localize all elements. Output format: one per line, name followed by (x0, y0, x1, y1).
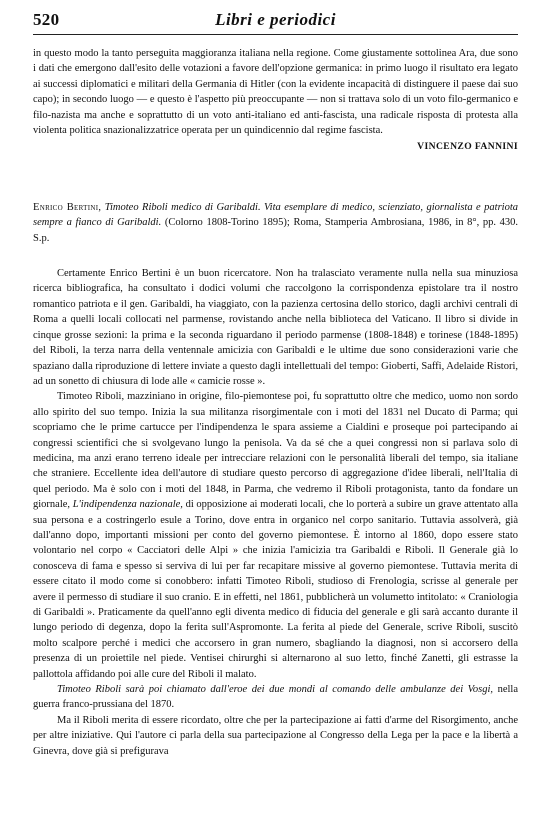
review-italic-text: Timoteo Riboli sarà poi chiamato dall'eroe dei due mondi al comando delle ambulanze dei Vosgi, (57, 684, 494, 696)
review-text: Timoteo Riboli, mazziniano in origine, filo-piemontese poi, fu soprattutto oltre che medico, uomo non sordo allo spirito del suo tempo. Inizia la sua militanza risorgimentale con i moti del 1831 nel Ducato di Parma; qui scopriamo che le prime cartucce per l'indipendenza le spara assieme a Cialdini e proseque poi partecipando ai congressi scientifici che si svolgevano lungo la penisola. Va da sé che a quei congressi non si parlava solo di medicina, ma anzi erano terreno ideale per intrecciare relazioni con le personalità liberali del tempo, sia italiane che straniere. Eccellente idea dell'autore di studiare questo percorso di aggregazione d'idee liberali, nell'Italia di quel periodo. Ma è solo con i moti del 1848, in Parma, che vedremo il Riboli protagonista, tanto da fondare un giornale, (33, 391, 518, 511)
running-title: Libri e periodici (215, 10, 336, 29)
newspaper-title: L'indipendenza nazionale, (72, 499, 183, 511)
page-content (33, 46, 518, 759)
previous-review-paragraph: in questo modo la tanto perseguita maggioranza italiana nella regione. Come giustamente sottolinea Ara, due sono i dati che emergono dall'esito delle votazioni a favore dell'opzione germanica: in primo luogo il risultato era legato ai successi diplomatici e militari della Germania di Hitler (con la evidente incapacità di distinguere il paese dai suo capo); in secondo luogo — e questo è l'aspetto più preoccupante — non si trattava solo di un voto filo-germanico e filo-nazista ma anche e soprattutto di un voto anti-italiano ed anti-fascista, una radicale risposta di protesta alla violenta politica snazionalizzatrice operata per un quindicennio dal regime fascista. (33, 48, 518, 137)
page-number: 520 (33, 10, 60, 29)
review-paragraph: Ma il Riboli merita di essere ricordato, oltre che per la partecipazione ai fatti d'arme del Risorgimento, anche per altre iniziative. Qui l'autore ci parla della sua partecipazione al Congresso della Lega per la pace e la libertà a Ginevra, dove già si prefigurava (33, 714, 518, 757)
book-title: Timoteo Riboli medico di Garibaldi. Vita esemplare di medico, scienziato, giornalista e patriota sempre a fianco di Garibaldi. (33, 201, 519, 229)
page-header (33, 10, 518, 35)
publication-details: (Colorno 1808-Torino 1895); Roma, Stamperia Ambrosiana, 1986, in 8°, pp. 430. S.p. (33, 217, 519, 244)
reviewer-signature: VINCENZO FANNINI (417, 141, 518, 153)
review-text: nella guerra franco-prussiana del 1870. (33, 684, 519, 711)
review-paragraph: Certamente Enrico Bertini è un buon ricercatore. Non ha tralasciato veramente nulla nella sua minuziosa ricerca bibliografica, ha consultato i dodici volumi che raccolgono la corrispondenza epistolare tra il nostro romantico patriota e il gen. Garibaldi, ha viaggiato, con la pazienza certosina dello storico, dagli archivi centrali di Roma a quelli locali collocati nel parmense, rovistando anche nella biblioteca del Vaticano. Il libro si divide in cinque grosse sezioni: la prima e la seconda riguardano il periodo parmense (1808-1848) e torinese (1848-1895) del Riboli, la terza narra della ventennale amicizia con Garibaldi e le ultime due sono considerazioni varie che spaziano dalla riproduzione di lettere inviate a questo dagli intellettuali del tempo: Gioberti, Saffi, Adelaide Ristori, ad un sonetto di chiusura di lode alle « camicie rosse ». (33, 268, 519, 387)
review-paragraph (33, 389, 518, 682)
book-author: Enrico Bertini, (33, 201, 102, 213)
bibliographic-entry (33, 200, 518, 246)
review-body (33, 266, 518, 759)
review-text: di opposizione ai moderati locali, che lo porterà a subire un grave attentato alla sua persona e a costringerlo esule a Torino, dove entra in organico nel corpo sanitario. Tuttavia assolverà, già dall'anno dopo, importanti missioni per conto del governo piemontese. È intorno al 1860, dopo essere stato volontario nel corpo « Cacciatori delle Alpi » che inizia l'amicizia tra Garibaldi e Riboli. Il Generale già lo conosceva di fama e spesso si serviva di lui per far recapitare missive al governo piemontese. Tuttavia merita di essere citato il modo come si conobbero: infatti Timoteo Riboli, studioso di Frenologia, scrisse al generale per avere il permesso di studiare il suo cranio. E in effetti, nel 1861, pubblicherà un volumetto intitolato: « Craniologia di Garibaldi ». Praticamente da quell'anno egli diventa medico di fiducia del generale e gli sarà accanto durante il lungo periodo di degenza, dopo la ferita sull'Aspromonte. La ferita al piede del Generale, scrive Riboli, suscitò molto scalpore perché i medici che accorsero in gran numero, sbagliando la diagnosi, non si accorsero della presenza di un proiettile nel piede. Ventisei chirurghi si alternarono al suo letto, finché Zanetti, gli estrasse la pallottola affidando poi alle cure del Riboli il malato. (33, 499, 518, 680)
review-paragraph (33, 682, 518, 713)
